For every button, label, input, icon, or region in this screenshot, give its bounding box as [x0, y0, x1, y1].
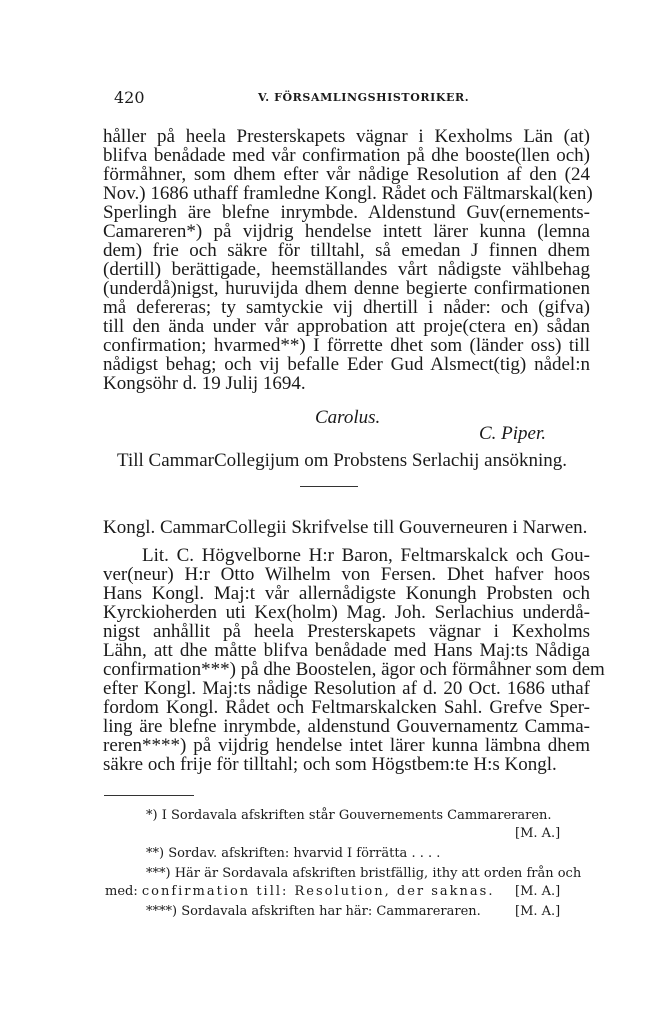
- letter1-line: Nov.) 1686 uthaff framledne Kongl. Rådet och Fältmarskal(ken): [103, 183, 593, 204]
- footnote-4: ****) Sordavala afskriften har här: Cammareraren.: [146, 904, 481, 919]
- letter1-line: må defereras; ty samtyckie vij dhertill i nåder: och (gifva): [103, 297, 590, 318]
- letter-2-text: [103, 545, 605, 775]
- letter2-line: Lit. C. Högvelborne H:r Baron, Feltmarskalck och Gou-: [142, 545, 590, 566]
- footnote-1-signature: [M. A.]: [515, 826, 561, 841]
- footnote-3-spaced-text: confirmation till: Resolution, der saknas.: [141, 884, 495, 899]
- letter-1-paragraph: [103, 126, 593, 394]
- letter2-line: confirmation***) på dhe Boostelen, ägor och förmåhner som dem: [103, 659, 605, 680]
- letter2-line: Hans Kongl. Maj:t vår allernådigste Konungh Probsten och: [103, 583, 590, 604]
- letter1-line: nådigst behag; och vij befalle Eder Gud Alsmect(tig) nådel:n: [103, 354, 590, 375]
- letter-1-caption: Till CammarCollegijum om Probstens Serlachij ansökning.: [117, 450, 568, 471]
- page-header: [0, 88, 656, 110]
- letter1-line: confirmation; hvarmed**) I förrette dhet som (länder oss) till: [103, 335, 590, 356]
- letter2-line: ver(neur) H:r Otto Wilhelm von Fersen. Dhet hafver hoos: [103, 564, 590, 585]
- signature-piper: C. Piper.: [479, 423, 547, 444]
- letter1-line: Kongsöhr d. 19 Julij 1694.: [103, 373, 306, 394]
- footnote-2: **) Sordav. afskriften: hvarvid I förrätta . . . .: [146, 846, 441, 861]
- footnote-1: *) I Sordavala afskriften står Gouvernements Cammareraren.: [146, 808, 552, 823]
- letter1-line: håller på heela Presterskapets vägnar i Kexholms Län (at): [103, 126, 590, 147]
- letter1-line: till den ända under vår approbation att proje(ctera en) sådan: [103, 316, 590, 337]
- letter1-line: dem) frie och säkre för tilltahl, så emedan J finnen dhem: [103, 240, 590, 261]
- section-divider: [300, 486, 358, 487]
- letter2-line: fordom Kongl. Rådet och Feltmarskalcken Sahl. Grefve Sper-: [103, 697, 590, 718]
- letter-2-paragraph: [103, 545, 605, 775]
- letter2-line: Lähn, att dhe måtte blifva benådade med Hans Maj:ts Nådiga: [103, 640, 590, 661]
- letter-1-text: [103, 126, 593, 394]
- footnote-3-line-2: [105, 884, 494, 899]
- letter2-line: Kyrckioherden uti Kex(holm) Mag. Joh. Serlachius underdå-: [103, 602, 590, 623]
- letter-2-heading: Kongl. CammarCollegii Skrifvelse till Gouverneuren i Narwen.: [103, 517, 588, 538]
- letter2-line: efter Kongl. Maj:ts nådige Resolution af d. 20 Oct. 1686 uthaf: [103, 678, 590, 699]
- letter1-line: (dertill) berättigade, heemställandes vårt nådigste vählbehag: [103, 259, 590, 280]
- letter2-line: säkre och frije för tilltahl; och som Högstbem:te H:s Kongl.: [103, 754, 557, 775]
- footnote-3-prefix: med:: [105, 884, 142, 899]
- letter2-line: ling äre blefne inrymbde, aldenstund Gouvernamentz Camma-: [103, 716, 590, 737]
- letter1-line: Sperlingh äre blefne inrymbde. Aldenstund Guv(ernements-: [103, 202, 590, 223]
- letter2-line: reren****) på vijdrig hendelse intet lärer kunna lämbna dhem: [103, 735, 590, 756]
- footnote-3-signature: [M. A.]: [515, 884, 561, 899]
- page-number: 420: [114, 88, 145, 107]
- signature-carolus: Carolus.: [315, 407, 381, 428]
- footnote-4-signature: [M. A.]: [515, 904, 561, 919]
- letter2-line: nigst anhållit på heela Presterskapets vägnar i Kexholms: [103, 621, 590, 642]
- running-title: V. FÖRSAMLINGSHISTORIKER.: [258, 91, 470, 104]
- letter1-line: förmåhner, som dhem efter vår nådige Resolution af den (24: [103, 164, 590, 185]
- letter1-line: blifva benådade med vår confirmation på dhe booste(llen och): [103, 145, 590, 166]
- footnote-rule: [104, 795, 194, 796]
- letter1-line: (underdå)nigst, huruvijda dhem denne begierte confirmationen: [103, 278, 590, 299]
- footnote-3-line-1: ***) Här är Sordavala afskriften bristfällig, ithy att orden från och: [146, 866, 582, 881]
- letter1-line: Camareren*) på vijdrig hendelse intett lärer kunna (lemna: [103, 221, 590, 242]
